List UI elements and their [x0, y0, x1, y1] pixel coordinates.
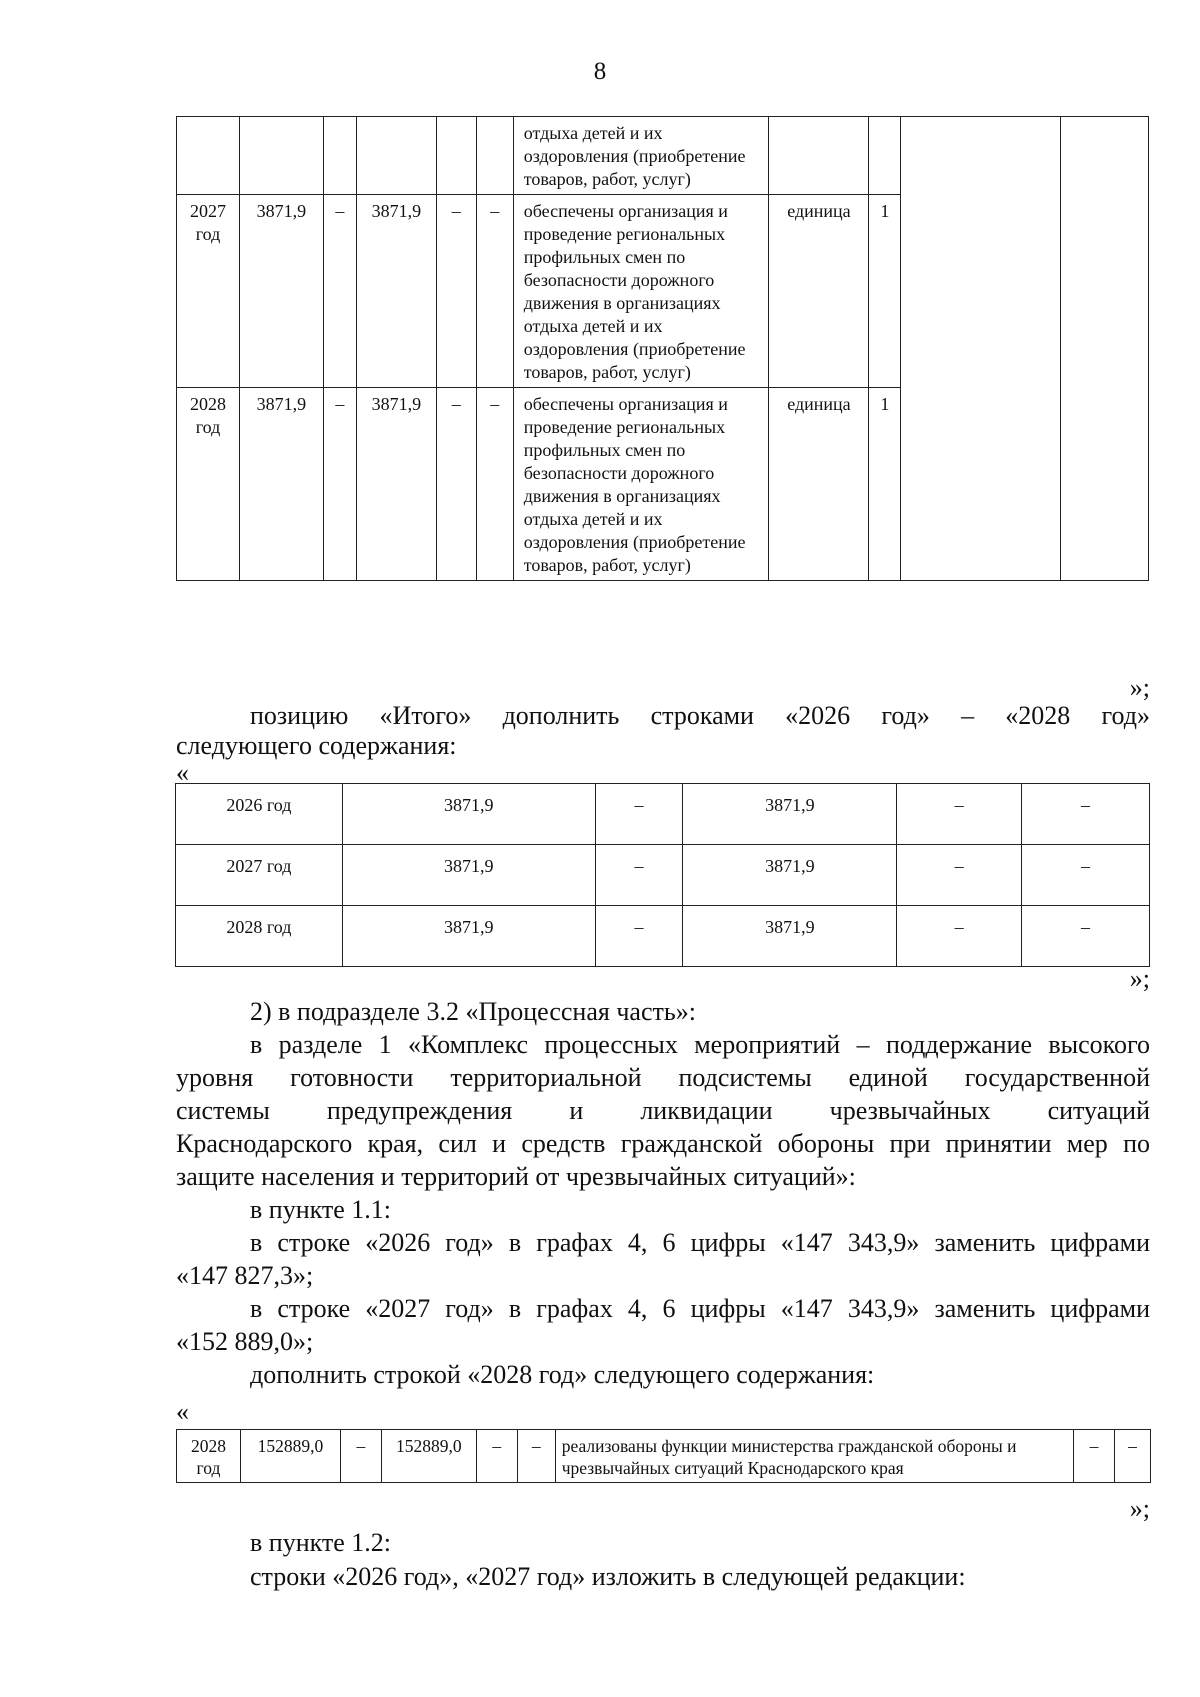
regional-cell: 3871,9: [356, 388, 436, 581]
empty-cell: [901, 117, 1061, 581]
regional-cell: 3871,9: [356, 195, 436, 388]
unit-cell: –: [1074, 1430, 1115, 1483]
regional-cell: 3871,9: [683, 845, 897, 906]
table-row: [176, 845, 1150, 906]
measures-table: [176, 1429, 1151, 1483]
regional-cell: 3871,9: [683, 906, 897, 967]
total-cell: 3871,9: [342, 845, 595, 906]
total-cell: [239, 117, 323, 195]
page-number: 8: [593, 58, 607, 85]
empty-cell: [1061, 117, 1149, 581]
year-cell: 2027 год: [176, 845, 343, 906]
regional-cell: 3871,9: [683, 784, 897, 845]
closing-quote: »;: [1129, 673, 1150, 702]
municipal-cell: –: [476, 1430, 517, 1483]
opening-quote: «: [176, 758, 189, 787]
result-cell: отдыха детей и их оздоровления (приобретение товаров, работ, услуг): [513, 117, 769, 195]
result-cell: реализованы функции министерства гражданской обороны и чрезвычайных ситуаций Краснодарского края: [555, 1430, 1073, 1483]
federal-cell: –: [323, 195, 356, 388]
value-cell: 1: [869, 388, 901, 581]
municipal-cell: –: [436, 388, 476, 581]
paragraph: дополнить строкой «2028 год» следующего содержания:: [250, 1360, 875, 1389]
municipal-cell: –: [897, 845, 1022, 906]
unit-cell: единица: [769, 195, 869, 388]
municipal-cell: –: [436, 195, 476, 388]
paragraph: 2) в подразделе 3.2 «Процессная часть»:: [250, 997, 696, 1026]
regional-cell: 152889,0: [381, 1430, 476, 1483]
closing-quote: »;: [1129, 964, 1150, 993]
year-cell: 2028 год: [176, 906, 343, 967]
extra-cell: –: [1022, 784, 1150, 845]
unit-cell: [769, 117, 869, 195]
totals-table: [175, 783, 1150, 967]
paragraph: Краснодарского края, сил и средств гражданской обороны при принятии мер по: [176, 1129, 1150, 1158]
total-cell: 3871,9: [239, 388, 323, 581]
unit-cell: единица: [769, 388, 869, 581]
extra-cell: –: [476, 388, 513, 581]
extra-cell: –: [1022, 845, 1150, 906]
year-cell: 2026 год: [176, 784, 343, 845]
total-cell: 3871,9: [342, 784, 595, 845]
regional-cell: [356, 117, 436, 195]
table-row: [176, 906, 1150, 967]
federal-cell: –: [595, 784, 683, 845]
paragraph: в строке «2026 год» в графах 4, 6 цифры «147 343,9» заменить цифрами: [250, 1228, 1150, 1257]
program-table: [176, 116, 1149, 581]
paragraph: «147 827,3»;: [176, 1261, 314, 1290]
table-row: [177, 1430, 1151, 1483]
year-cell: 2027 год: [177, 195, 240, 388]
federal-cell: –: [595, 845, 683, 906]
municipal-cell: –: [897, 906, 1022, 967]
table-row: [176, 784, 1150, 845]
municipal-cell: –: [897, 784, 1022, 845]
paragraph: следующего содержания:: [176, 731, 457, 760]
year-cell: [177, 117, 240, 195]
year-cell: 2028 год: [177, 388, 240, 581]
year-cell: 2028 год: [177, 1430, 241, 1483]
paragraph: в пункте 1.1:: [250, 1195, 392, 1224]
value-cell: –: [1114, 1430, 1150, 1483]
opening-quote: «: [176, 1397, 189, 1426]
result-cell: обеспечены организация и проведение региональных профильных смен по безопасности дорожного движения в организациях отдыха детей и их оздоровления (приобретение товаров, работ, услуг): [513, 195, 769, 388]
extra-cell: –: [1022, 906, 1150, 967]
result-cell: обеспечены организация и проведение региональных профильных смен по безопасности дорожного движения в организациях отдыха детей и их оздоровления (приобретение товаров, работ, услуг): [513, 388, 769, 581]
federal-cell: –: [323, 388, 356, 581]
total-cell: 3871,9: [342, 906, 595, 967]
closing-quote: »;: [1129, 1494, 1150, 1523]
paragraph: в разделе 1 «Комплекс процессных мероприятий – поддержание высокого: [250, 1030, 1150, 1059]
total-cell: 152889,0: [240, 1430, 340, 1483]
table-row: [177, 117, 1149, 195]
paragraph: уровня готовности территориальной подсистемы единой государственной: [176, 1063, 1150, 1092]
municipal-cell: [436, 117, 476, 195]
paragraph: системы предупреждения и ликвидации чрезвычайных ситуаций: [176, 1096, 1150, 1125]
value-cell: 1: [869, 195, 901, 388]
paragraph: в строке «2027 год» в графах 4, 6 цифры «147 343,9» заменить цифрами: [250, 1294, 1150, 1323]
paragraph: строки «2026 год», «2027 год» изложить в следующей редакции:: [250, 1562, 966, 1591]
federal-cell: –: [340, 1430, 381, 1483]
total-cell: 3871,9: [239, 195, 323, 388]
extra-cell: –: [476, 195, 513, 388]
paragraph: «152 889,0»;: [176, 1327, 314, 1356]
value-cell: [869, 117, 901, 195]
paragraph: позицию «Итого» дополнить строками «2026 год» – «2028 год»: [250, 701, 1150, 730]
federal-cell: [323, 117, 356, 195]
federal-cell: –: [595, 906, 683, 967]
paragraph: защите населения и территорий от чрезвычайных ситуаций»:: [176, 1162, 856, 1191]
extra-cell: [476, 117, 513, 195]
extra-cell: –: [517, 1430, 555, 1483]
paragraph: в пункте 1.2:: [250, 1528, 392, 1557]
